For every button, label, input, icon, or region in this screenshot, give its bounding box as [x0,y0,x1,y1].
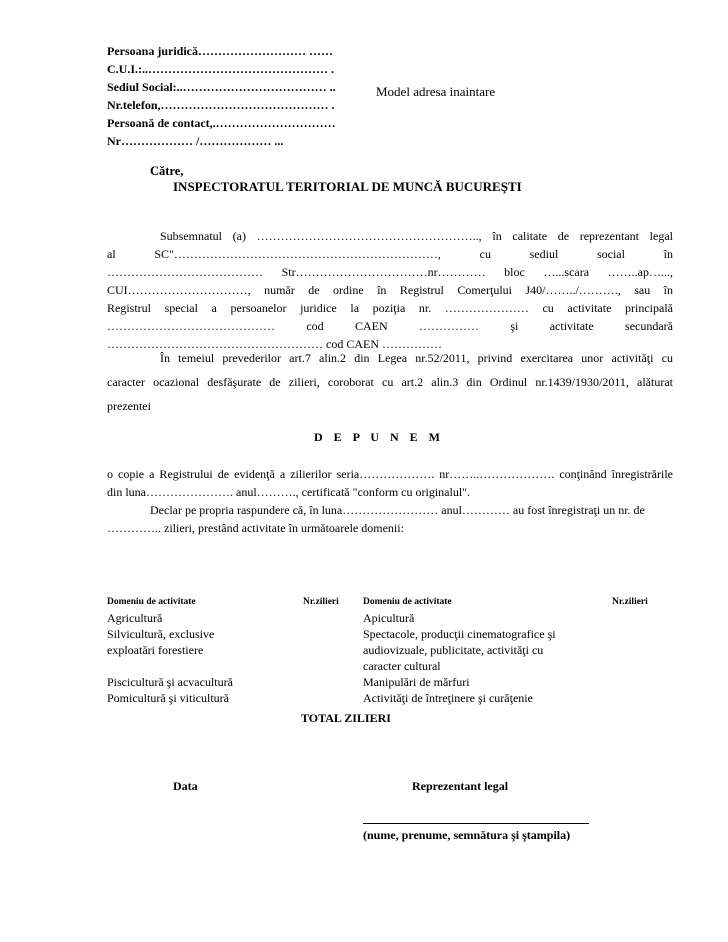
paragraph-line: caracter ocazional desfăşurate de zilieri, coroborat cu art.2 alin.3 din Ordinul nr.1439/1930/2011, alăturat [107,375,673,389]
domain-item: Pomicultură şi viticultură [107,691,229,705]
total-label: TOTAL ZILIERI [301,711,391,725]
table-header-count-right: Nr.zilieri [612,597,648,607]
paragraph-line: al SC"…………………………………………………………, cu sediul social în [107,247,673,261]
phone-line: Nr.telefon,…………………………………… . [107,98,335,112]
submission-paragraph [107,465,673,537]
paragraph-line: din luna…………………. anul………., certificată "conform cu originalul". [107,485,471,499]
domain-item: Apicultură [363,611,415,625]
paragraph-line: Registrul special a persoanelor juridice la poziţia nr. ………………… cu activitate principală [107,301,673,315]
paragraph-line: Declar pe propria raspundere că, în luna…………………… anul………… au fost înregistraţi un nr. de [150,503,645,517]
contact-person-line: Persoană de contact,.………………………… [107,116,336,130]
paragraph-line: prezentei [107,399,151,413]
paragraph-line: ………………………………… Str……………………………nr………… bloc …...scara ……..ap…..., [107,265,673,279]
domain-item: exploatări forestiere [107,643,204,657]
depunem-heading: D E P U N E M [314,430,444,444]
recipient-label: Către, [150,164,184,178]
date-label: Data [173,779,198,793]
domain-item: Manipulări de mărfuri [363,675,470,689]
registration-number-line: Nr……………… /……………… ... [107,134,284,148]
domain-item [107,658,233,674]
declaration-paragraph [107,227,673,353]
paragraph-line: ……………………………………………… cod CAEN …………… [107,337,442,351]
paragraph-line: ………….. zilieri, prestând activitate în următoarele domenii: [107,521,404,535]
paragraph-line: o copie a Registrului de evidenţă a zilierilor seria………………. nr……..………………. conţinând înregistrările [107,467,673,481]
signature-hint: (nume, prenume, semnătura şi ştampila) [363,828,571,842]
table-header-domain-left: Domeniu de activitate [107,597,196,607]
recipient-institution: INSPECTORATUL TERITORIAL DE MUNCĂ BUCUREŞTI [173,179,522,194]
table-header-count-left: Nr.zilieri [303,597,339,607]
signature-line [363,823,589,824]
address-line: Sediul Social:..……………………………… .. [107,80,336,94]
company-name-line: Persoana juridică……………………… …… [107,44,333,58]
legal-representative-label: Reprezentant legal [412,779,509,793]
domain-item: Piscicultură şi acvacultură [107,675,233,689]
cui-line: C.U.I.:..……………………………………… . [107,62,334,76]
paragraph-line: CUI…………………………, număr de ordine în Registrul Comerţului J40/……../………., sau în [107,283,673,297]
domain-item: Silvicultură, exclusive [107,627,215,641]
model-title: Model adresa inaintare [376,84,496,99]
paragraph-line: În temeiul prevederilor art.7 alin.2 din Legea nr.52/2011, privind exercitarea unor activităţi cu [160,351,673,365]
table-row [363,610,556,706]
legal-basis-paragraph [107,346,673,418]
domain-item: Spectacole, producţii cinematografice şi [363,627,556,641]
domain-item: audiovizuale, publicitate, activităţi cu [363,643,544,657]
domain-item: caracter cultural [363,659,441,673]
paragraph-line: Subsemnatul (a) ……………………………………………….., în calitate de reprezentant legal [160,229,673,243]
paragraph-line: …………………………………… cod CAEN …………… şi activitate secundară [107,319,673,333]
table-row [107,610,233,706]
table-header-domain-right: Domeniu de activitate [363,597,452,607]
domain-item: Agricultură [107,611,163,625]
domain-item: Activităţi de întreţinere şi curăţenie [363,691,533,705]
